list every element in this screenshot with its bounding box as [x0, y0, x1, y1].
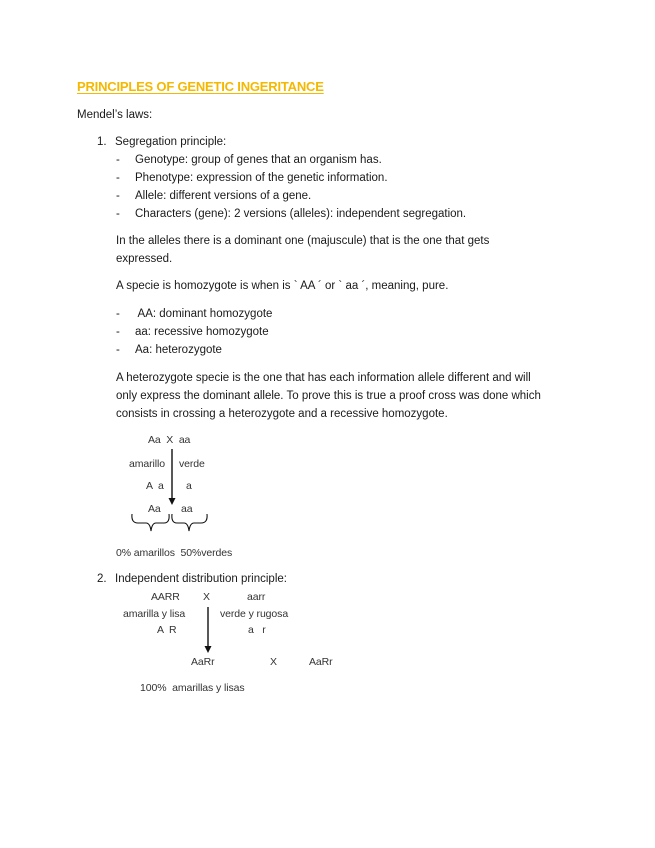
bullet-dash: -: [116, 308, 120, 320]
diagram1-gamete-left: A a: [146, 480, 164, 492]
diagram1-brace-right: [172, 514, 207, 531]
genotype-recessive: aa: recessive homozygote: [135, 326, 269, 338]
diagram1-result: 0% amarillos 50%verdes: [116, 547, 233, 559]
diagram2-offspring-x: X: [270, 656, 277, 668]
diagram2-offspring-left: AaRr: [191, 656, 215, 668]
diagram2-parent-right: aarr: [247, 591, 266, 603]
section1-number: 1.: [97, 136, 107, 148]
section2-heading: Independent distribution principle:: [115, 573, 287, 585]
diagram2-result: 100% amarillas y lisas: [140, 682, 245, 694]
genotype-dominant: AA: dominant homozygote: [135, 308, 273, 320]
diagram1-arrow-head: [169, 498, 176, 505]
diagram2-gamete-left: A R: [157, 624, 177, 636]
diagram2-cross-x: X: [203, 591, 210, 603]
paragraph-heterozygote-line1: A heterozygote specie is the one that has each information allele different and will: [116, 372, 531, 384]
diagram2-gamete-right: a r: [248, 624, 266, 636]
section2-number: 2.: [97, 573, 107, 585]
bullet-allele: Allele: different versions of a gene.: [135, 190, 312, 202]
bullet-characters: Characters (gene): 2 versions (alleles): independent segregation.: [135, 208, 467, 220]
diagram1-phenotype-right: verde: [179, 458, 205, 470]
bullet-phenotype: Phenotype: expression of the genetic information.: [135, 172, 388, 184]
diagram2-arrow-head: [205, 646, 212, 653]
bullet-dash: -: [116, 208, 120, 220]
paragraph-dominant-line1: In the alleles there is a dominant one (majuscule) that is the one that gets: [116, 235, 490, 247]
intro-text: Mendel’s laws:: [77, 109, 153, 121]
bullet-dash: -: [116, 172, 120, 184]
bullet-genotype: Genotype: group of genes that an organism has.: [135, 154, 382, 166]
paragraph-heterozygote-line2: only express the dominant allele. To prove this is true a proof cross was done which: [116, 390, 541, 402]
bullet-dash: -: [116, 154, 120, 166]
diagram1-phenotype-left: amarillo: [129, 458, 165, 470]
diagram2-parent-left: AARR: [151, 591, 180, 603]
diagram1-cross: Aa X aa: [148, 434, 191, 446]
diagram1-offspring-right: aa: [181, 503, 193, 515]
diagram1-offspring-left: Aa: [148, 503, 161, 515]
genotype-heterozygote: Aa: heterozygote: [135, 344, 222, 356]
diagram2-offspring-right: AaRr: [309, 656, 333, 668]
bullet-dash: -: [116, 344, 120, 356]
bullet-dash: -: [116, 326, 120, 338]
bullet-dash: -: [116, 190, 120, 202]
paragraph-dominant-line2: expressed.: [116, 253, 173, 265]
paragraph-homozygote: A specie is homozygote is when is ` AA ´ or ` aa ´, meaning, pure.: [116, 280, 449, 292]
diagram1-gamete-right: a: [186, 480, 192, 492]
document-title: PRINCIPLES OF GENETIC INGERITANCE: [77, 79, 324, 94]
diagram2-phenotype-right: verde y rugosa: [220, 608, 289, 620]
section1-heading: Segregation principle:: [115, 136, 227, 148]
paragraph-heterozygote-line3: consists in crossing a heterozygote and a recessive homozygote.: [116, 408, 448, 420]
diagram2-phenotype-left: amarilla y lisa: [123, 608, 186, 620]
diagram1-brace-left: [132, 514, 169, 531]
